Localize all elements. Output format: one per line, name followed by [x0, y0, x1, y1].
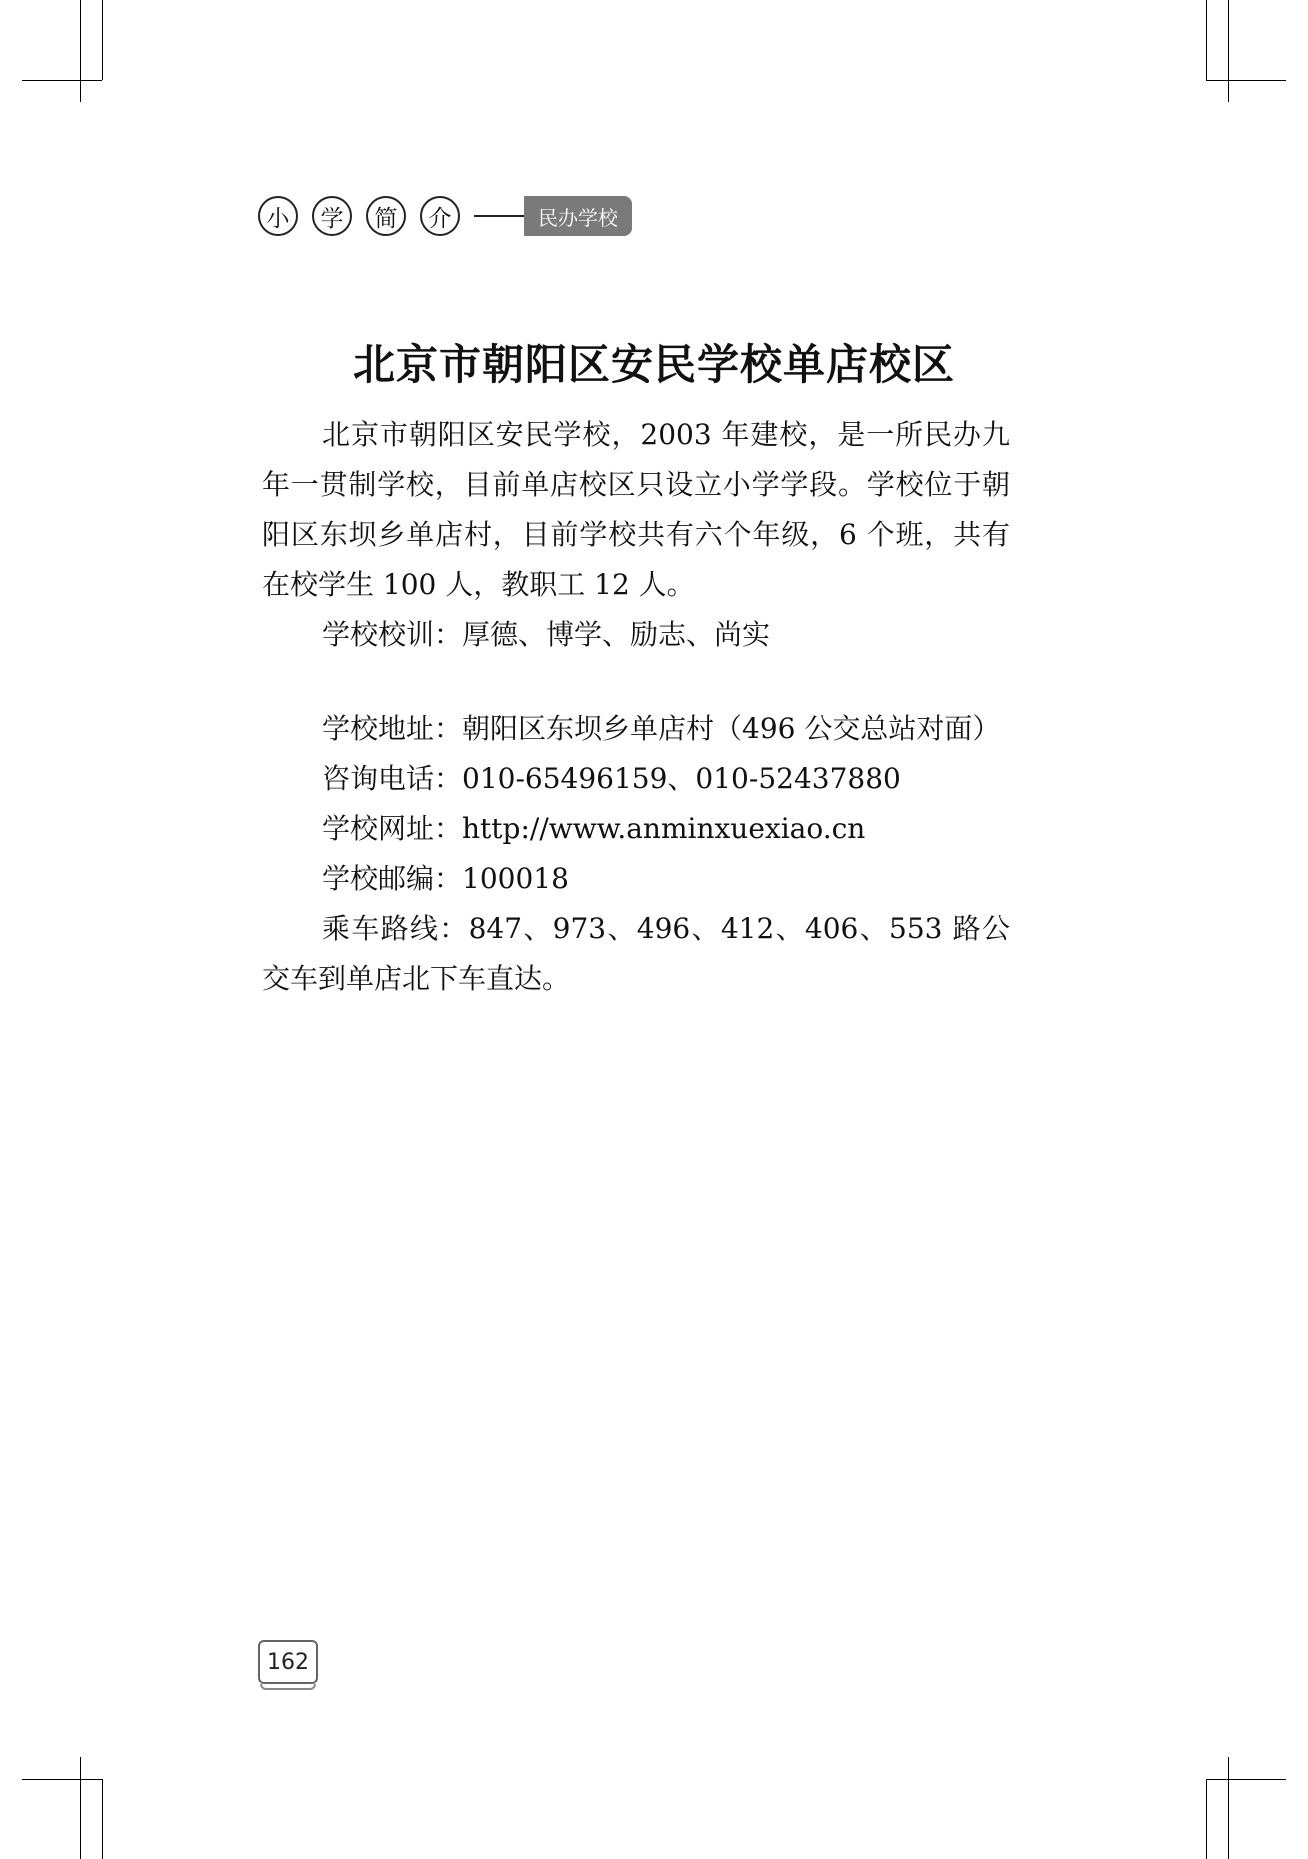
- crop-mark: [1206, 80, 1286, 81]
- header-connector: [474, 215, 524, 217]
- header-circle-char: 介: [420, 196, 460, 236]
- crop-mark: [102, 0, 103, 80]
- intro-paragraph: 北京市朝阳区安民学校，2003 年建校，是一所民办九年一贯制学校，目前单店校区只设立小学学段。学校位于朝阳区东坝乡单店村，目前学校共有六个年级，6 个班，共有在校学生 100 人，教职工 12 人。: [262, 418, 1010, 601]
- crop-mark: [1206, 0, 1207, 80]
- route-line: 乘车路线：847、973、496、412、406、553 路公交车到单店北下车直达。: [262, 912, 1010, 995]
- book-pages-icon: [260, 1684, 316, 1690]
- page-number: 162: [258, 1640, 318, 1684]
- page-title: 北京市朝阳区安民学校单店校区: [352, 340, 955, 389]
- page-number-badge: [258, 1640, 322, 1692]
- crop-mark: [1228, 0, 1229, 102]
- crop-mark: [22, 80, 102, 81]
- phone-line: 咨询电话：010-65496159、010-52437880: [322, 762, 901, 795]
- crop-mark: [22, 1779, 102, 1780]
- crop-mark: [1206, 1779, 1207, 1859]
- website-line: 学校网址：http://www.anminxuexiao.cn: [322, 812, 866, 845]
- crop-mark: [80, 1757, 81, 1859]
- header-circle-char: 学: [312, 196, 352, 236]
- section-header: [258, 194, 632, 238]
- crop-mark: [80, 0, 81, 102]
- article-body: [262, 410, 1010, 1004]
- postcode-line: 学校邮编：100018: [322, 862, 569, 895]
- motto-paragraph: 学校校训：厚德、博学、励志、尚实: [322, 618, 771, 651]
- header-circle-char: 小: [258, 196, 298, 236]
- header-circle-char: 简: [366, 196, 406, 236]
- crop-mark: [1206, 1779, 1286, 1780]
- category-tag: 民办学校: [524, 196, 632, 236]
- crop-mark: [102, 1779, 103, 1859]
- crop-mark: [1228, 1757, 1229, 1859]
- address-line: 学校地址：朝阳区东坝乡单店村（496 公交总站对面）: [322, 712, 1001, 745]
